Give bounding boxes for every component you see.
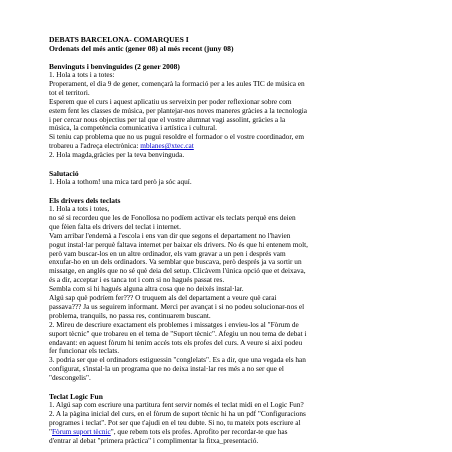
- text-segment: pogut instal·lar perquè faltava internet per baixar els drivers. No és que hi entenem molt,: [49, 239, 308, 249]
- text-segment: 1. Hola a tots i a totes:: [49, 70, 115, 79]
- text-segment: configurat, s'instal·la un programa que no deixa instal·lar res més a no ser que el: [49, 364, 284, 374]
- section-heading: Benvinguts i benvinguides (2 gener 2008): [49, 62, 180, 71]
- text-segment: que fèien falta els drivers del teclat i internet.: [49, 221, 181, 231]
- forum-section: [49, 196, 401, 383]
- text-segment: Algú sap què podríem fer??? O truquem als del departament a veure què carai: [49, 293, 277, 303]
- document-title: DEBATS BARCELONA- COMARQUES I: [49, 35, 189, 44]
- text-segment: endavant: en aquest fòrum hi tenim accés tots els profes del curs. A veure si així podeu: [49, 337, 303, 347]
- document-content: [49, 35, 401, 446]
- text-line: [49, 178, 401, 187]
- text-segment: però vam buscar-los en un altre ordinador, els vam gravar a un pen i després vam: [49, 248, 286, 258]
- text-line: [49, 365, 401, 374]
- text-segment: Si teniu cap problema que no us pugui resoldre el formador o el vostre coordinador, em: [49, 132, 305, 142]
- text-line: [49, 374, 401, 383]
- text-segment: programes i teclat". Pot ser que t'ajudi en el teu dubte. Si no, tu mateix pots escriure al: [49, 417, 301, 427]
- text-line: [49, 151, 401, 160]
- forum-section: [49, 62, 401, 160]
- text-line: [49, 80, 401, 89]
- text-segment: és a dir, acceptar i es tanca tot i com si no hagués passat res.: [49, 275, 225, 285]
- text-segment: 3. podria ser que el ordinadors estiguessin "conglelats". Es a dir, que una vegada els han: [49, 355, 306, 365]
- text-segment: suport tècnic" que trobareu en el tema de "Suport tècnic". Afegiu un nou tema de debat i: [49, 328, 307, 338]
- section-heading: Els drivers dels teclats: [49, 195, 121, 205]
- sections-container: [49, 62, 401, 446]
- text-segment: Sembla com si hi hagués alguna altra cosa que no deixés instal·lar.: [49, 284, 244, 294]
- text-segment: 1. Algú sap com escriure una partitura fent servir només el teclat midi en el Logic Fun?: [49, 400, 304, 410]
- text-segment: estem fent les classes de música, per plantejar-nos noves maneres gràcies a la tecnologia: [49, 105, 307, 115]
- text-segment: Esperem que el curs i aquest aplicatiu us serveixin per poder reflexionar sobre com: [49, 96, 292, 106]
- text-segment: música, la competència comunicativa i artística i cultural.: [49, 123, 217, 133]
- forum-section: [49, 169, 401, 187]
- text-segment: 2. Hola magda,gràcies per la teva benvinguda.: [49, 150, 185, 160]
- text-segment: trobareu a l'adreça electrònica:: [49, 141, 141, 151]
- text-segment: enxufar-ho en un dels ordinadors. Va semblar que buscava, però després ja va sortir un: [49, 257, 302, 267]
- text-segment: missatge, en anglès que no sé què deia del setup. Clicàvem l'única opció que et deixava,: [49, 266, 306, 276]
- text-segment: no sé si recordeu que les de Fonollosa no podíem activar els teclats perquè ens deien: [49, 212, 296, 222]
- text-line: [49, 437, 401, 446]
- hyperlink[interactable]: Fòrum suport tècnic: [51, 426, 111, 436]
- text-segment: 2. A la pàgina inicial del curs, en el fòrum de suport tècnic hi ha un pdf "Configuracions: [49, 409, 306, 418]
- hyperlink[interactable]: mblanes@xtec.cat: [140, 141, 194, 151]
- section-heading: Salutació: [49, 169, 79, 179]
- text-segment: fer funcionar els teclats.: [49, 346, 120, 356]
- text-segment: passava??? Ja us seguirem informant. Merci per avançat i si no podeu solucionar-nos el: [49, 301, 305, 311]
- text-segment: problema, tranquils, no passa res, continuarem buscant.: [49, 310, 211, 320]
- text-segment: tot el territori.: [49, 87, 90, 97]
- text-segment: "descongelis".: [49, 373, 91, 383]
- text-segment: 1. Hola a tots i totes,: [49, 203, 110, 213]
- document-subtitle: Ordenats del més antic (gener 08) al més recent (juny 08): [49, 44, 234, 53]
- text-segment: i per cercar nous objectius per tal que el vostre alumnat vagi assolint, gràcies a la: [49, 114, 286, 124]
- text-segment: ", que rebem tots els profes. Aprofito per recordar-te que has: [110, 426, 288, 436]
- text-segment: ": [49, 426, 52, 436]
- forum-section: [49, 392, 401, 446]
- text-segment: 2. Mireu de descriure exactament els problemes i missatges i envieu-los al "Fòrum de: [49, 319, 299, 329]
- section-heading: Teclat Logic Fun: [49, 392, 103, 402]
- text-segment: d'entrar al debat "primera pràctica" i complimentar la fitxa_presentació.: [49, 435, 259, 445]
- text-segment: 1. Hola a tothom! una mica tard però ja sóc aquí.: [49, 177, 192, 187]
- text-segment: Vam arribar l'endemà a l'escola i ens van dir que segons el departament no l'havien: [49, 230, 291, 240]
- text-segment: Properament, el dia 9 de gener, començarà la formació per a les aules TIC de música en: [49, 78, 305, 88]
